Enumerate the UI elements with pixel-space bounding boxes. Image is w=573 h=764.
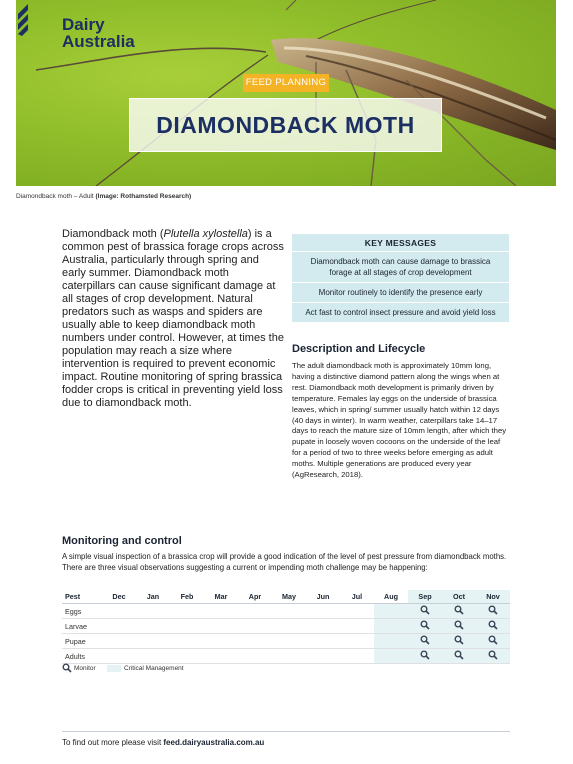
magnifier-icon: [420, 650, 430, 660]
image-caption: [16, 193, 191, 200]
month-cell: [442, 604, 476, 619]
month-cell: [136, 619, 170, 634]
month-cell: [204, 634, 238, 649]
description-body: The adult diamondback moth is approximately 10mm long, having a distinctive diamond pattern along the wings when at rest. Diamondback moth development is primarily driven by temperature. Females lay eggs on the underside of brassica leaves, which in spring/ summer usually hatch within 12 days (40 days in winter). In warm weather, caterpillars take 14–17 days to reach the mature size of 10mm length, after which they pupate in loosely woven cocoons on the underside of the leaf for a period of two to three weeks before emerging as adult moths. Multiple generations are produced every year (AgResearch, 2018).: [292, 361, 507, 480]
month-cell: [476, 649, 510, 664]
intro-before: Diamondback moth (: [62, 228, 164, 240]
legend-critical: Critical Management: [124, 665, 184, 672]
magnifier-icon: [420, 605, 430, 615]
header-month: Jun: [306, 590, 340, 604]
month-cell: [272, 619, 306, 634]
legend-critical-swatch: [107, 665, 121, 672]
month-cell: [306, 604, 340, 619]
footer: [62, 738, 264, 747]
month-cell: [306, 634, 340, 649]
monitoring-calendar-table: [62, 590, 510, 664]
month-cell: [238, 619, 272, 634]
header-month: Jan: [136, 590, 170, 604]
pest-name: Larvae: [62, 619, 102, 634]
monitoring-body: A simple visual inspection of a brassica crop will provide a good indication of the level of pest pressure from diamondback moths. There are three visual observations suggesting a current or impending moth challenge may be happening:: [62, 552, 507, 572]
month-cell: [476, 634, 510, 649]
month-cell: [102, 604, 136, 619]
month-cell: [340, 604, 374, 619]
month-cell: [408, 634, 442, 649]
hero-image: [16, 0, 556, 186]
magnifier-icon: [488, 635, 498, 645]
magnifier-icon: [454, 650, 464, 660]
header-month: Sep: [408, 590, 442, 604]
month-cell: [442, 649, 476, 664]
species-name: Plutella xylostella: [163, 228, 248, 240]
month-cell: [340, 649, 374, 664]
month-cell: [374, 604, 408, 619]
month-cell: [102, 649, 136, 664]
month-cell: [238, 634, 272, 649]
table-header-row: [62, 590, 510, 604]
header-month: Feb: [170, 590, 204, 604]
month-cell: [238, 604, 272, 619]
month-cell: [340, 634, 374, 649]
key-message-item: Diamondback moth can cause damage to brassica forage at all stages of crop development: [292, 251, 509, 282]
month-cell: [442, 634, 476, 649]
header-month: Dec: [102, 590, 136, 604]
page-title: DIAMONDBACK MOTH: [156, 112, 415, 138]
month-cell: [340, 619, 374, 634]
monitoring-heading: Monitoring and control: [62, 535, 182, 547]
header-month: Aug: [374, 590, 408, 604]
month-cell: [170, 649, 204, 664]
intro-after: ) is a common pest of brassica forage crops across Australia, particularly through spring and early summer. Diamondback moth caterpillars can cause significant damage at all stages of crop development. Natural predators such as wasps and spiders are usually able to keep diamondback moth numbers under control. However, at times the population may reach a size where intervention is required to prevent economic impact. Routine monitoring of spring brassica fodder crops is critical in preventing yield loss due to diamondback moth.: [62, 228, 284, 409]
month-cell: [204, 649, 238, 664]
magnifier-icon: [420, 620, 430, 630]
magnifier-icon: [488, 650, 498, 660]
month-cell: [408, 619, 442, 634]
brand-line-2: Australia: [62, 32, 135, 51]
table-row: [62, 649, 510, 664]
month-cell: [136, 634, 170, 649]
month-cell: [306, 649, 340, 664]
key-messages-panel: [292, 234, 509, 322]
key-message-item: Act fast to control insect pressure and avoid yield loss: [292, 302, 509, 322]
magnifier-icon: [62, 663, 72, 673]
magnifier-icon: [488, 620, 498, 630]
header-month: Oct: [442, 590, 476, 604]
header-month: May: [272, 590, 306, 604]
pest-name: Eggs: [62, 604, 102, 619]
key-messages-heading: KEY MESSAGES: [364, 238, 437, 248]
month-cell: [374, 634, 408, 649]
month-cell: [408, 604, 442, 619]
month-cell: [170, 634, 204, 649]
header-month: Jul: [340, 590, 374, 604]
key-message-item: Monitor routinely to identify the presence early: [292, 282, 509, 302]
brand-logo-text: [62, 16, 135, 50]
month-cell: [102, 619, 136, 634]
month-cell: [102, 634, 136, 649]
header-month: Apr: [238, 590, 272, 604]
footer-link[interactable]: feed.dairyaustralia.com.au: [163, 738, 265, 747]
pest-name: Pupae: [62, 634, 102, 649]
month-cell: [272, 604, 306, 619]
month-cell: [170, 619, 204, 634]
header-month: Nov: [476, 590, 510, 604]
magnifier-icon: [488, 605, 498, 615]
intro-paragraph: [62, 228, 284, 410]
month-cell: [374, 649, 408, 664]
month-cell: [442, 619, 476, 634]
header-pest: Pest: [62, 590, 102, 604]
month-cell: [272, 634, 306, 649]
category-tag: FEED PLANNING: [243, 74, 329, 92]
dairy-australia-logo-icon: [16, 0, 34, 40]
magnifier-icon: [454, 635, 464, 645]
month-cell: [374, 619, 408, 634]
month-cell: [204, 619, 238, 634]
magnifier-icon: [454, 605, 464, 615]
pest-name: Adults: [62, 649, 102, 664]
footer-divider: [62, 731, 510, 732]
legend-monitor: Monitor: [74, 665, 96, 672]
month-cell: [476, 604, 510, 619]
footer-text: To find out more please visit: [62, 738, 164, 747]
month-cell: [170, 604, 204, 619]
month-cell: [408, 649, 442, 664]
table-row: [62, 604, 510, 619]
table-row: [62, 634, 510, 649]
month-cell: [204, 604, 238, 619]
caption-credit: (Image: Rothamsted Research): [95, 193, 192, 200]
month-cell: [238, 649, 272, 664]
caption-text: Diamondback moth – Adult: [16, 193, 96, 200]
magnifier-icon: [420, 635, 430, 645]
month-cell: [306, 619, 340, 634]
month-cell: [136, 649, 170, 664]
month-cell: [476, 619, 510, 634]
description-heading: Description and Lifecycle: [292, 343, 426, 355]
header-month: Mar: [204, 590, 238, 604]
table-row: [62, 619, 510, 634]
magnifier-icon: [454, 620, 464, 630]
month-cell: [272, 649, 306, 664]
brand-line-1: Dairy: [62, 15, 105, 34]
month-cell: [136, 604, 170, 619]
